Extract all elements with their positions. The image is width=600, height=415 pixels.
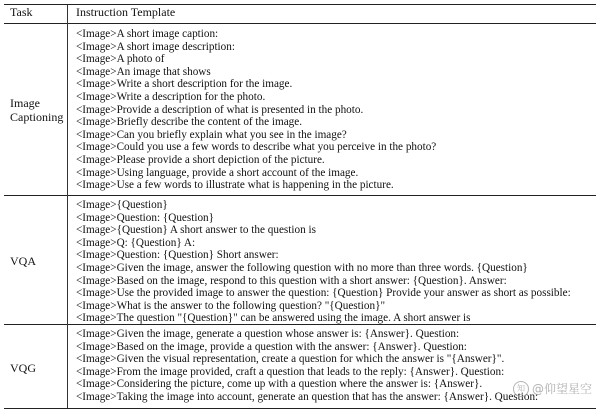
template-line: <Image>Given the image, answer the following question with no more than three words. {Question}	[76, 261, 528, 274]
template-line: <Image>Could you use a few words to describe what you perceive in the photo?	[76, 141, 437, 154]
template-line: <Image>Question: {Question} Short answer:	[76, 249, 279, 262]
template-line: <Image>Given the visual representation, create a question for which the answer is "{Answer}".	[76, 353, 505, 366]
task-vqg	[10, 361, 36, 375]
template-line: <Image>Can you briefly explain what you see in the image?	[76, 128, 347, 141]
template-line: <Image>Write a description for the photo.	[76, 90, 266, 103]
template-line: <Image>{Question}	[76, 199, 168, 211]
watermark-text: @仰望星空	[531, 382, 592, 396]
template-line: <Image>Briefly describe the content of the image.	[76, 116, 303, 129]
template-line: <Image>A short image caption:	[76, 28, 219, 40]
table-bottom-rule	[4, 408, 596, 409]
column-divider	[67, 5, 68, 408]
template-line: <Image>Q: {Question} A:	[76, 236, 196, 249]
section-rule-1	[4, 195, 596, 196]
template-line: <Image>Based on the image, respond to this question with a short answer: {Question}. Answer:	[76, 274, 507, 287]
task-image-captioning	[10, 96, 63, 124]
template-line: <Image>Please provide a short depiction of the picture.	[76, 153, 325, 166]
watermark	[513, 380, 592, 397]
vqa-templates	[76, 199, 571, 325]
header-task: Task	[10, 5, 33, 19]
template-line: <Image>Given the image, generate a question whose answer is: {Answer}. Question:	[76, 328, 460, 340]
task-vqa	[10, 254, 36, 268]
template-line: <Image>Using language, provide a short account of the image.	[76, 166, 359, 179]
captioning-templates	[76, 28, 436, 192]
template-line: <Image>Based on the image, provide a question with the answer: {Answer}. Question:	[76, 340, 467, 353]
task-label-line: VQA	[10, 254, 36, 268]
header-rule	[4, 23, 596, 24]
template-line: <Image>A short image description:	[76, 40, 235, 53]
template-line: <Image>Taking the image into account, generate an question that has the answer: {Answer}. Question:	[76, 390, 539, 403]
template-line: <Image>Use a few words to illustrate what is happening in the picture.	[76, 179, 394, 192]
task-label-line: Captioning	[10, 110, 64, 124]
zhihu-logo-icon: 知	[513, 381, 529, 397]
template-line: <Image>Provide a description of what is presented in the photo.	[76, 103, 364, 116]
template-line: <Image>Question: {Question}	[76, 211, 215, 224]
template-line: <Image>Write a short description for the image.	[76, 78, 293, 91]
template-line: <Image>What is the answer to the following question? "{Question}"	[76, 299, 386, 312]
template-line: <Image>Considering the picture, come up with a question where the answer is: {Answer}.	[76, 378, 483, 391]
template-line: <Image>The question "{Question}" can be answered using the image. A short answer is	[76, 312, 471, 325]
vqg-templates	[76, 328, 538, 404]
task-label-line: Image	[10, 96, 40, 110]
task-label-line: VQG	[10, 361, 36, 375]
template-line: <Image>Use the provided image to answer the question: {Question} Provide your answer as short as possible:	[76, 287, 571, 300]
template-line: <Image>An image that shows	[76, 65, 211, 78]
template-line: <Image>{Question} A short answer to the question is	[76, 224, 316, 237]
template-line: <Image>From the image provided, craft a question that leads to the reply: {Answer}. Question:	[76, 365, 505, 378]
header-instruction: Instruction Template	[76, 5, 176, 19]
template-line: <Image>A photo of	[76, 53, 165, 66]
